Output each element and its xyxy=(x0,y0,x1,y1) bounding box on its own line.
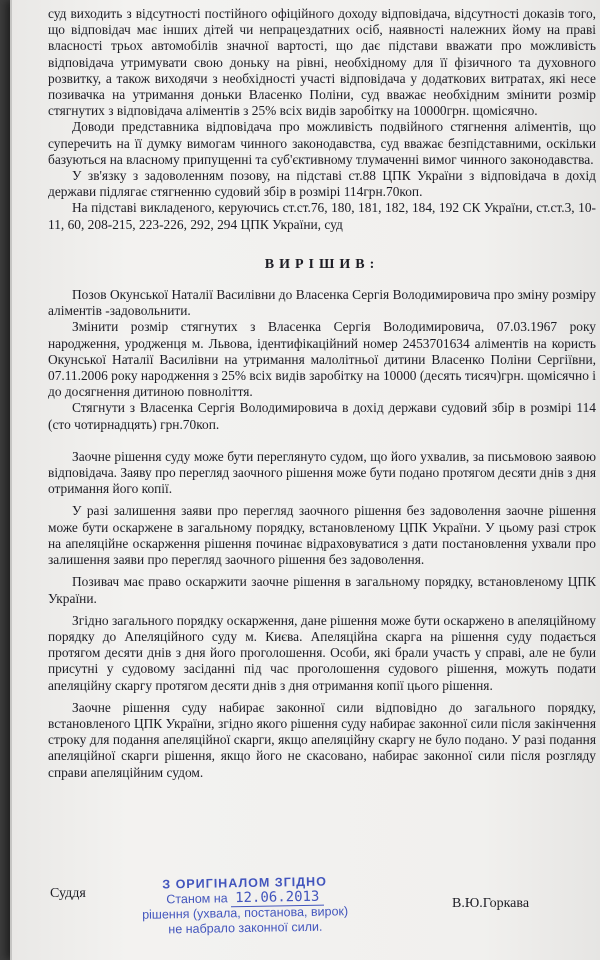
paragraph-3: У зв'язку з задоволенням позову, на підставі ст.88 ЦПК України з відповідача в дохід держави підлягає стягненню судовий збір в розмірі 114грн.70коп. xyxy=(48,168,596,200)
paragraph-6: Змінити розмір стягнутих з Власенка Сергія Володимировича, 07.03.1967 року народження, уродженця м. Львова, ідентифікаційний номер 2453701634 аліментів на користь Окунської Наталії Василівни на утримання малолітньої дитини Власенко Поліни Сергіївни, 07.11.2006 року народження з 25% всіх видів заробітку на 10000 (десять тисяч)грн. щомісячно і до досягнення дитиною повноліття. xyxy=(48,319,596,400)
document-body xyxy=(48,6,596,781)
paragraph-2: Доводи представника відповідача про можливість подвійного стягнення аліментів, що суперечить на її думку вимогам чинного законодавства, суд вважає безпідставними, оскільки базуються на власному припущенні та суб'єктивному тлумаченні вимог чинного законодавства. xyxy=(48,119,596,167)
stamp-date-prefix: Станом на xyxy=(166,891,228,907)
judge-label: Суддя xyxy=(50,886,86,901)
paragraph-4: На підставі викладеного, керуючись ст.ст.76, 180, 181, 182, 184, 192 СК України, ст.ст.3, 10-11, 60, 208-215, 223-226, 292, 294 ЦПК України, суд xyxy=(48,200,596,232)
page-edge-shadow xyxy=(10,0,12,960)
certification-stamp xyxy=(119,874,370,938)
paragraph-7: Стягнути з Власенка Сергія Володимировича в дохід держави судовий збір в розмірі 114 (сто чотирнадцять) грн.70коп. xyxy=(48,400,596,432)
paragraph-5: Позов Окунської Наталії Василівни до Власенка Сергія Володимировича про зміну розміру аліментів -задовольнити. xyxy=(48,287,596,319)
judge-name: В.Ю.Горкава xyxy=(452,896,530,911)
stamp-date: 12.06.2013 xyxy=(231,889,324,908)
paragraph-12: Заочне рішення суду набирає законної сили відповідно до загального порядку, встановленого ЦПК України, згідно якого рішення суду набирає законної сили після закінчення строку для подання апеляційної скарги, якщо апеляційну скаргу не було подано. У разі подання апеляційної скарги рішення, якщо його не скасовано, набирає законної сили після розгляду справи апеляційним судом. xyxy=(48,699,596,780)
paragraph-10: Позивач має право оскаржити заочне рішення в загальному порядку, встановленому ЦПК України. xyxy=(48,574,596,606)
paragraph-11: Згідно загального порядку оскарження, дане рішення може бути оскаржено в апеляційному порядку до Апеляційного суду м. Києва. Апеляційна скарга на рішення суду подається протягом десяти днів з дня його проголошення. Особи, які брали участь у справі, але не були присутні у судовому засіданні під час проголошення судового рішення, можуть подати апеляційну скаргу протягом десяти днів з дня отримання копії цього рішення. xyxy=(48,612,596,693)
decision-heading: ВИРІШИВ: xyxy=(264,256,380,272)
stamp-line-1: З ОРИГІНАЛОМ ЗГІДНО xyxy=(162,874,327,892)
paragraph-1: суд виходить з відсутності постійного офіційного доходу відповідача, відсутності доказів того, що відповідач має інших дітей чи непрацездатних осіб, наявності належних йому на праві власності трьох автомобілів значної вартості, що дає підстави вважати про можливість відповідача утримувати свою доньку на рівні, необхідному для її фізичного та духовного розвитку, а також виходячи з необхідності участі відповідача у додаткових витратах, які несе позивачка на утримання доньки Власенко Поліни, суд вважає необхідним змінити розмір стягнутих з відповідача аліментів з 25% всіх видів заробітку на 10000грн. щомісячно. xyxy=(48,6,596,119)
signature-block xyxy=(50,876,570,956)
stamp-line-4: не набрало законної сили. xyxy=(168,919,323,937)
paragraph-8: Заочне рішення суду може бути переглянуто судом, що його ухвалив, за письмовою заявою відповідача. Заяву про перегляд заочного рішення може бути подано протягом десяти днів з дня отримання його копії. xyxy=(48,448,596,497)
stamp-line-3: рішення (ухвала, постанова, вирок) xyxy=(142,904,349,922)
paragraph-9: У разі залишення заяви про перегляд заочного рішення без задоволення заочне рішення може бути оскаржене в загальному порядку, встановленому ЦПК України. У цьому разі строк на апеляційне оскарження рішення починає відраховуватися з дати постановлення ухвали про залишення заяви про перегляд заочного рішення без задоволення. xyxy=(48,503,596,568)
document-page xyxy=(10,0,600,960)
